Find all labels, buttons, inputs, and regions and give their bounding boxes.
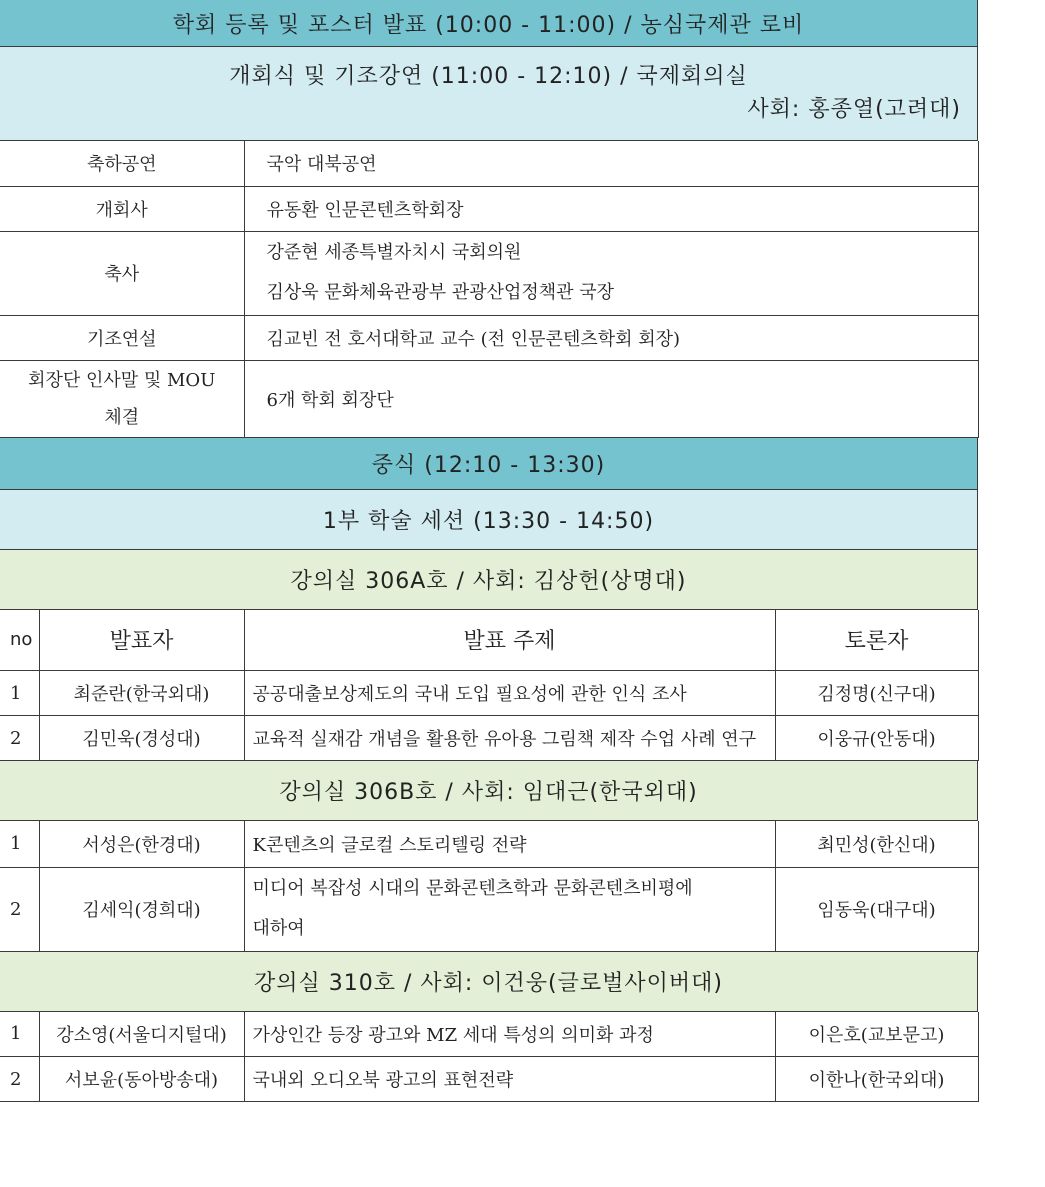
table-row bbox=[0, 1012, 978, 1057]
ceremony-detail: 유동환 인문콘텐츠학회장 bbox=[244, 186, 978, 231]
table-row bbox=[0, 867, 978, 951]
room-title: 강의실 306A호 / 사회: 김상헌(상명대) bbox=[290, 568, 687, 594]
row-discussant: 이은호(교보문고) bbox=[775, 1012, 978, 1057]
row-discussant: 김정명(신구대) bbox=[775, 671, 978, 716]
row-presenter: 김세익(경희대) bbox=[39, 867, 244, 951]
opening-moderator: 사회: 홍종열(고려대) bbox=[747, 97, 961, 122]
row-presenter: 최준란(한국외대) bbox=[39, 671, 244, 716]
row-topic: 공공대출보상제도의 국내 도입 필요성에 관한 인식 조사 bbox=[244, 671, 775, 716]
ceremony-label: 축하공연 bbox=[0, 141, 244, 186]
room-title: 강의실 310호 / 사회: 이건웅(글로벌사이버대) bbox=[254, 970, 723, 996]
row-topic: 교육적 실재감 개념을 활용한 유아용 그림책 제작 수업 사례 연구 bbox=[244, 716, 775, 761]
lunch-banner bbox=[0, 438, 978, 490]
row-topic bbox=[244, 867, 775, 951]
ceremony-detail: 국악 대북공연 bbox=[244, 141, 978, 186]
row-presenter: 서성은(한경대) bbox=[39, 821, 244, 867]
row-topic-line: 미디어 복잡성 시대의 문화콘텐츠학과 문화콘텐츠비평에 bbox=[252, 878, 693, 899]
ceremony-label: 축사 bbox=[0, 231, 244, 315]
table-row bbox=[0, 1057, 978, 1102]
ceremony-label: 개회사 bbox=[0, 186, 244, 231]
table-row bbox=[0, 716, 978, 761]
header-no: no bbox=[0, 610, 39, 671]
opening-title: 개회식 및 기조강연 (11:00 - 12:10) / 국제회의실 bbox=[229, 64, 748, 89]
row-discussant: 이웅규(안동대) bbox=[775, 716, 978, 761]
ceremony-row bbox=[0, 360, 978, 437]
row-no: 1 bbox=[0, 671, 39, 716]
row-no: 2 bbox=[0, 1057, 39, 1102]
ceremony-label-line: 체결 bbox=[104, 406, 140, 428]
table-row bbox=[0, 671, 978, 716]
room-306a-table bbox=[0, 610, 979, 762]
row-presenter: 서보윤(동아방송대) bbox=[39, 1057, 244, 1102]
row-discussant: 임동욱(대구대) bbox=[775, 867, 978, 951]
room-banner bbox=[0, 952, 978, 1012]
ceremony-detail: 김교빈 전 호서대학교 교수 (전 인문콘텐츠학회 회장) bbox=[244, 315, 978, 360]
session-banner bbox=[0, 490, 978, 550]
ceremony-table bbox=[0, 141, 979, 438]
row-presenter: 강소영(서울디지털대) bbox=[39, 1012, 244, 1057]
table-header-row bbox=[0, 610, 978, 671]
session-title: 1부 학술 세션 (13:30 - 14:50) bbox=[322, 508, 655, 534]
ceremony-detail bbox=[244, 231, 978, 315]
room-banner bbox=[0, 761, 978, 821]
ceremony-row bbox=[0, 186, 978, 231]
row-no: 1 bbox=[0, 821, 39, 867]
row-no: 2 bbox=[0, 716, 39, 761]
ceremony-row bbox=[0, 141, 978, 186]
row-presenter: 김민욱(경성대) bbox=[39, 716, 244, 761]
ceremony-detail-line: 강준현 세종특별자치시 국회의원 bbox=[266, 242, 522, 263]
lunch-title: 중식 (12:10 - 13:30) bbox=[371, 452, 606, 478]
ceremony-detail-line: 김상욱 문화체육관광부 관광산업정책관 국장 bbox=[266, 282, 615, 303]
ceremony-row bbox=[0, 315, 978, 360]
room-310-table bbox=[0, 1012, 979, 1103]
header-discussant: 토론자 bbox=[775, 610, 978, 671]
ceremony-label-line: 회장단 인사말 및 MOU bbox=[28, 369, 216, 391]
row-topic-line: 대하여 bbox=[252, 918, 305, 939]
row-topic: 가상인간 등장 광고와 MZ 세대 특성의 의미화 과정 bbox=[244, 1012, 775, 1057]
ceremony-label bbox=[0, 360, 244, 437]
ceremony-row bbox=[0, 231, 978, 315]
row-topic: 국내외 오디오북 광고의 표현전략 bbox=[244, 1057, 775, 1102]
registration-banner bbox=[0, 0, 978, 47]
room-306b-table bbox=[0, 821, 979, 952]
ceremony-detail: 6개 학회 회장단 bbox=[244, 360, 978, 437]
room-banner bbox=[0, 550, 978, 610]
row-discussant: 이한나(한국외대) bbox=[775, 1057, 978, 1102]
opening-ceremony-banner bbox=[0, 47, 978, 141]
header-topic: 발표 주제 bbox=[244, 610, 775, 671]
ceremony-label: 기조연설 bbox=[0, 315, 244, 360]
row-topic: K콘텐츠의 글로컬 스토리텔링 전략 bbox=[244, 821, 775, 867]
header-presenter: 발표자 bbox=[39, 610, 244, 671]
registration-title: 학회 등록 및 포스터 발표 (10:00 - 11:00) / 농심국제관 로비 bbox=[172, 12, 805, 38]
row-discussant: 최민성(한신대) bbox=[775, 821, 978, 867]
row-no: 2 bbox=[0, 867, 39, 951]
row-no: 1 bbox=[0, 1012, 39, 1057]
room-title: 강의실 306B호 / 사회: 임대근(한국외대) bbox=[279, 780, 698, 805]
table-row bbox=[0, 821, 978, 867]
